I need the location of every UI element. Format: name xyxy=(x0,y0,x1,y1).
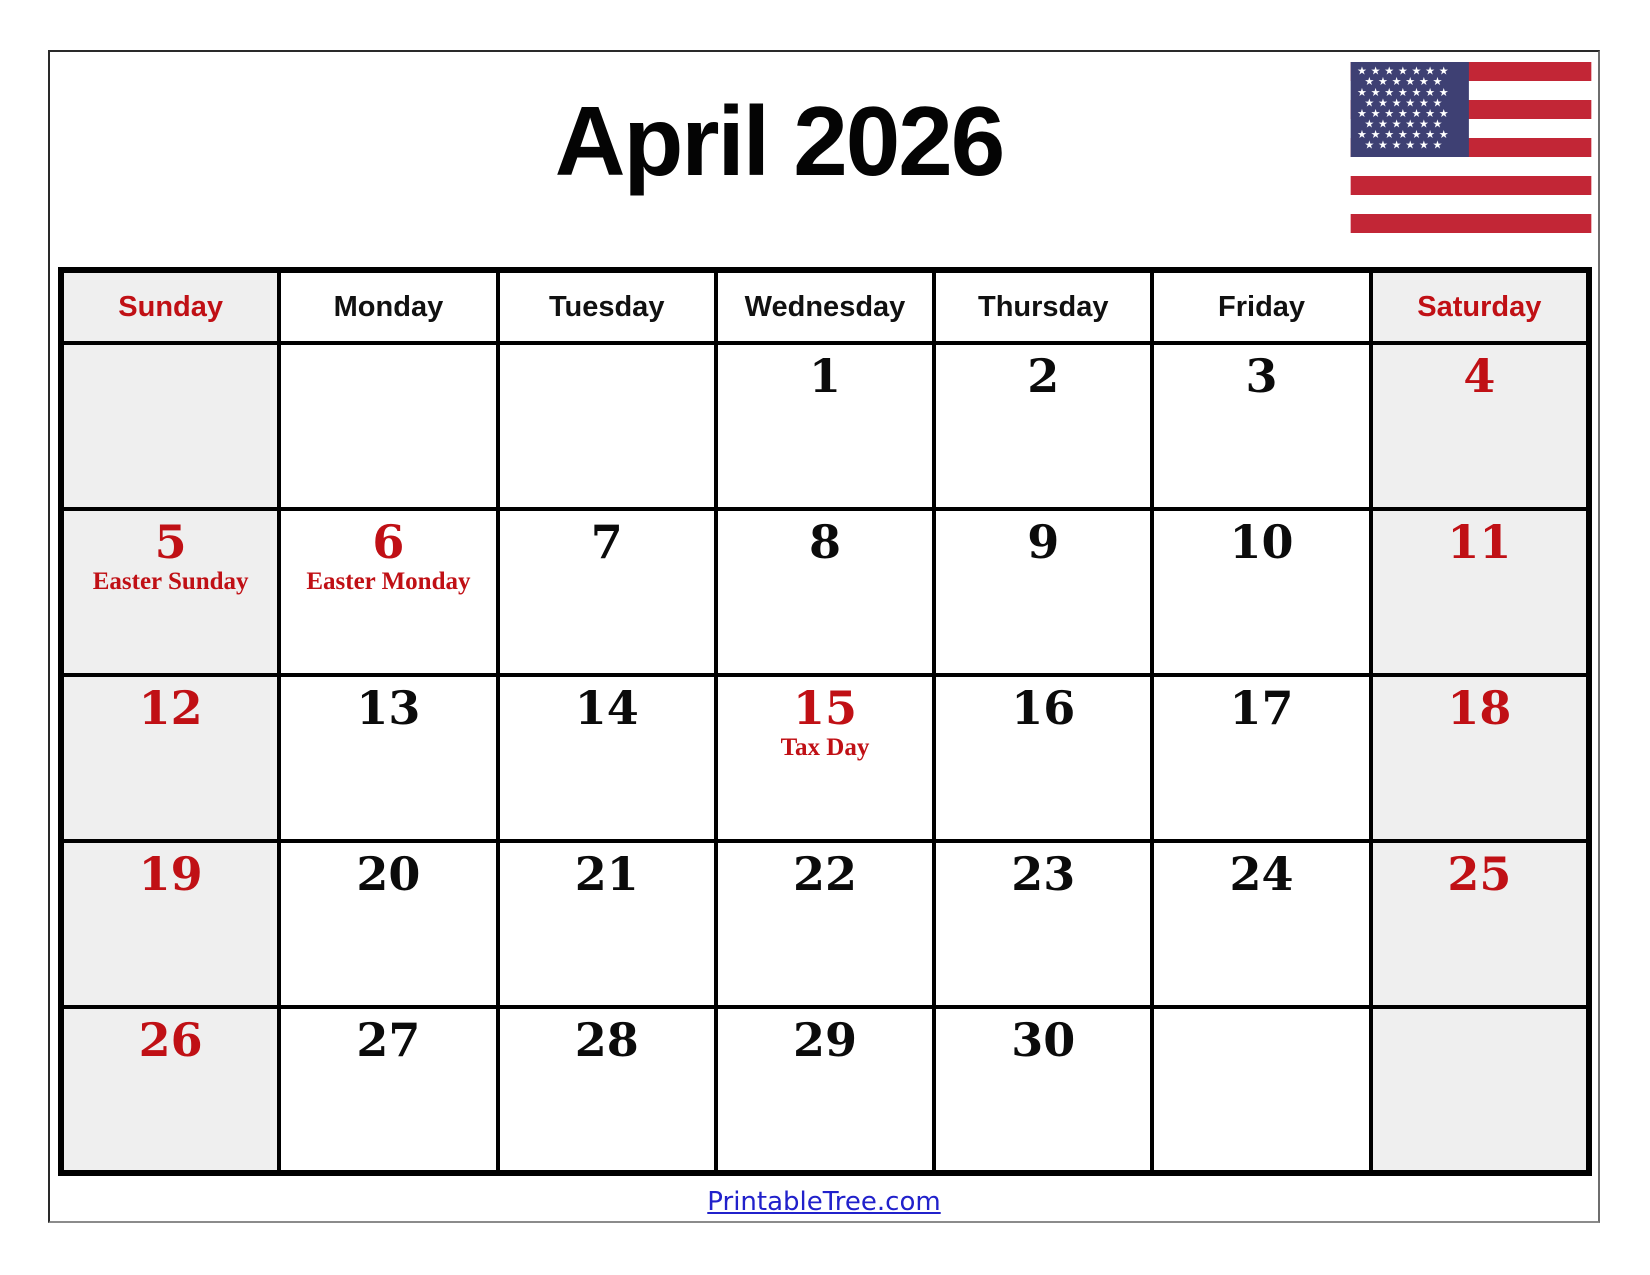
week-row-5 xyxy=(61,1007,1589,1173)
empty-cell xyxy=(61,343,279,509)
day-number: 12 xyxy=(138,681,203,735)
weekday-header-thursday: Thursday xyxy=(934,270,1152,343)
empty-cell xyxy=(1371,1007,1589,1173)
day-number: 26 xyxy=(138,1013,203,1067)
week-row-3 xyxy=(61,675,1589,841)
day-cell-21 xyxy=(498,841,716,1007)
day-number: 2 xyxy=(1027,349,1060,403)
day-number: 4 xyxy=(1463,349,1496,403)
page-title: April 2026 xyxy=(554,86,1004,196)
day-cell-24 xyxy=(1152,841,1370,1007)
day-number: 14 xyxy=(574,681,639,735)
day-number: 15 xyxy=(792,681,857,735)
holiday-label: Easter Sunday xyxy=(92,568,249,596)
day-number: 19 xyxy=(138,847,203,901)
day-number: 3 xyxy=(1245,349,1278,403)
weekday-header-saturday: Saturday xyxy=(1371,270,1589,343)
day-number: 21 xyxy=(574,847,639,901)
day-cell-17 xyxy=(1152,675,1370,841)
day-number: 16 xyxy=(1011,681,1076,735)
day-number: 9 xyxy=(1027,515,1060,569)
day-cell-15 xyxy=(716,675,934,841)
day-cell-14 xyxy=(498,675,716,841)
day-cell-7 xyxy=(498,509,716,675)
page-footer xyxy=(50,1187,1598,1217)
calendar-page xyxy=(48,50,1600,1223)
day-number: 5 xyxy=(154,515,187,569)
day-cell-18 xyxy=(1371,675,1589,841)
weekday-header-row xyxy=(61,270,1589,343)
day-number: 30 xyxy=(1011,1013,1076,1067)
day-cell-16 xyxy=(934,675,1152,841)
day-number: 13 xyxy=(356,681,421,735)
weekday-header-wednesday: Wednesday xyxy=(716,270,934,343)
day-cell-10 xyxy=(1152,509,1370,675)
week-row-1 xyxy=(61,343,1589,509)
day-number: 22 xyxy=(792,847,857,901)
empty-cell xyxy=(279,343,497,509)
svg-text:★★★★★★★: ★★★★★★★ xyxy=(1357,85,1453,99)
day-cell-3 xyxy=(1152,343,1370,509)
day-cell-6 xyxy=(279,509,497,675)
svg-text:★★★★★★: ★★★★★★ xyxy=(1364,117,1447,131)
empty-cell xyxy=(1152,1007,1370,1173)
day-number: 24 xyxy=(1229,847,1294,901)
day-number: 18 xyxy=(1447,681,1512,735)
day-number: 8 xyxy=(808,515,841,569)
day-number: 1 xyxy=(808,349,841,403)
week-row-2 xyxy=(61,509,1589,675)
printabletree-link[interactable]: PrintableTree.com xyxy=(707,1187,941,1217)
day-cell-12 xyxy=(61,675,279,841)
weekday-header-tuesday: Tuesday xyxy=(498,270,716,343)
day-number: 11 xyxy=(1447,515,1512,569)
weekday-header-monday: Monday xyxy=(279,270,497,343)
weekday-header-sunday: Sunday xyxy=(61,270,279,343)
day-cell-2 xyxy=(934,343,1152,509)
day-number: 29 xyxy=(792,1013,857,1067)
day-cell-29 xyxy=(716,1007,934,1173)
svg-text:★★★★★★: ★★★★★★ xyxy=(1364,138,1447,152)
us-flag-icon xyxy=(1350,62,1592,233)
day-number: 6 xyxy=(372,515,405,569)
day-cell-5 xyxy=(61,509,279,675)
day-cell-20 xyxy=(279,841,497,1007)
day-cell-27 xyxy=(279,1007,497,1173)
day-number: 28 xyxy=(574,1013,639,1067)
day-number: 25 xyxy=(1447,847,1512,901)
day-cell-28 xyxy=(498,1007,716,1173)
svg-text:★★★★★★★: ★★★★★★★ xyxy=(1357,106,1453,120)
day-number: 27 xyxy=(356,1013,421,1067)
svg-text:★★★★★★★: ★★★★★★★ xyxy=(1357,128,1453,141)
day-number: 17 xyxy=(1229,681,1294,735)
day-number: 10 xyxy=(1229,515,1294,569)
day-cell-30 xyxy=(934,1007,1152,1173)
day-cell-19 xyxy=(61,841,279,1007)
day-number: 20 xyxy=(356,847,421,901)
calendar-table xyxy=(58,267,1592,1176)
week-row-4 xyxy=(61,841,1589,1007)
day-cell-23 xyxy=(934,841,1152,1007)
empty-cell xyxy=(498,343,716,509)
day-cell-25 xyxy=(1371,841,1589,1007)
holiday-label: Tax Day xyxy=(780,734,870,762)
day-cell-11 xyxy=(1371,509,1589,675)
holiday-label: Easter Monday xyxy=(306,568,471,596)
day-number: 23 xyxy=(1011,847,1076,901)
day-cell-8 xyxy=(716,509,934,675)
day-cell-22 xyxy=(716,841,934,1007)
svg-text:★★★★★★: ★★★★★★ xyxy=(1364,75,1447,89)
day-cell-1 xyxy=(716,343,934,509)
weekday-header-friday: Friday xyxy=(1152,270,1370,343)
svg-text:★★★★★★: ★★★★★★ xyxy=(1364,96,1447,110)
day-cell-26 xyxy=(61,1007,279,1173)
day-cell-4 xyxy=(1371,343,1589,509)
svg-text:★★★★★★★: ★★★★★★★ xyxy=(1357,64,1453,78)
day-cell-13 xyxy=(279,675,497,841)
day-cell-9 xyxy=(934,509,1152,675)
day-number: 7 xyxy=(590,515,623,569)
